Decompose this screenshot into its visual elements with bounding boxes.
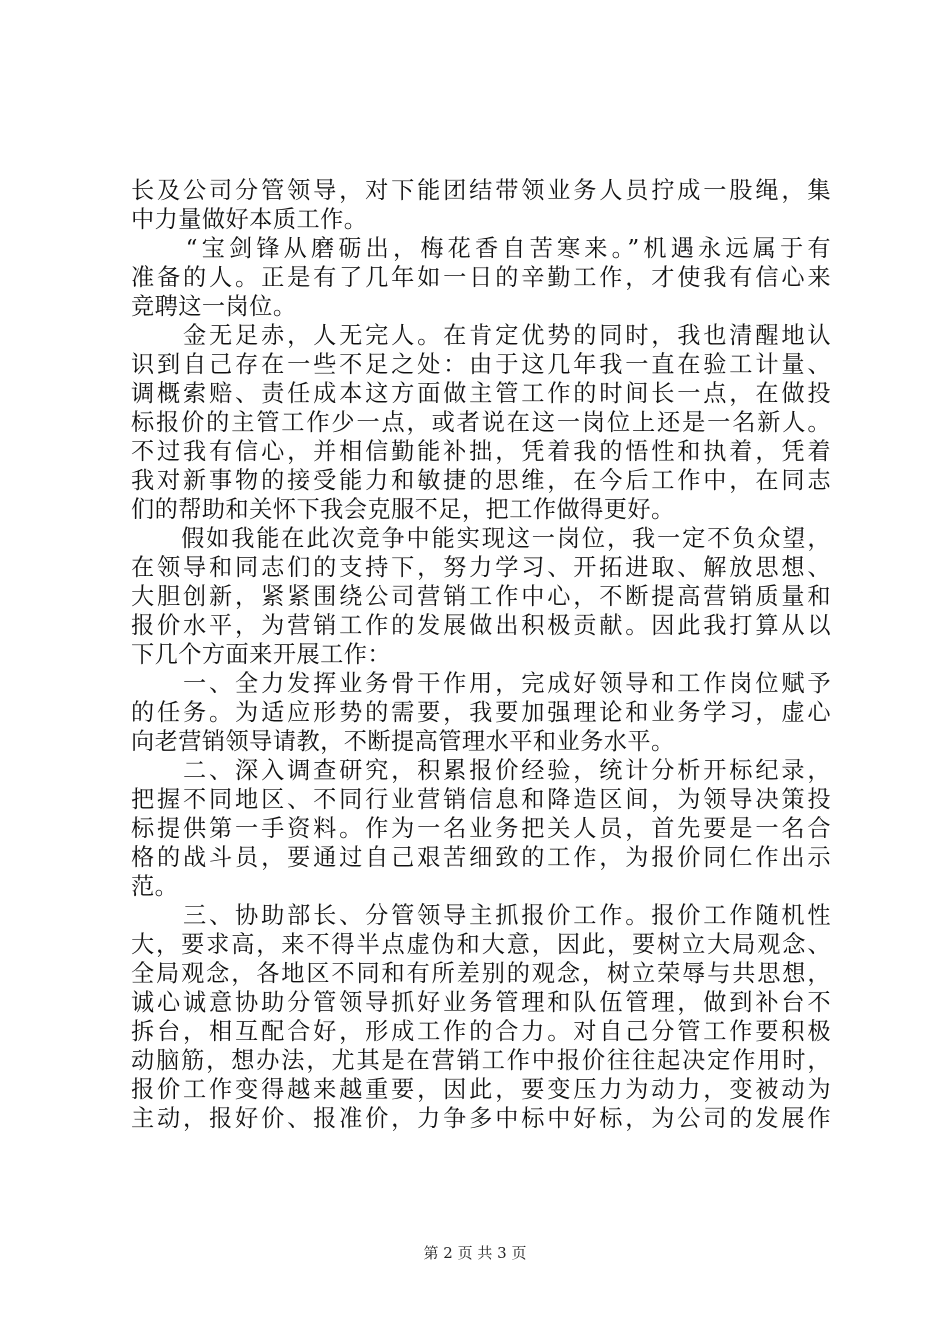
text-line: 调概索赔、责任成本这方面做主管工作的时间长一点，在做投 xyxy=(131,380,831,407)
text-line: 大胆创新，紧紧围绕公司营销工作中心，不断提高营销质量和 xyxy=(131,583,831,610)
text-line: 诚心诚意协助分管领导抓好业务管理和队伍管理，做到补台不 xyxy=(131,989,831,1016)
text-line: 标报价的主管工作少一点，或者说在这一岗位上还是一名新人。 xyxy=(131,409,831,436)
text-line: 下几个方面来开展工作： xyxy=(131,641,392,668)
text-line: 不过我有信心，并相信勤能补拙，凭着我的悟性和执着，凭着 xyxy=(131,438,831,465)
text-line: 范。 xyxy=(131,873,179,900)
text-line: 主动，报好价、报准价，力争多中标中好标，为公司的发展作 xyxy=(131,1105,831,1132)
text-line: 报价水平，为营销工作的发展做出积极贡献。因此我打算从以 xyxy=(131,612,831,639)
text-line: “宝剑锋从磨砺出，梅花香自苦寒来。”机遇永远属于有 xyxy=(131,235,831,262)
text-line: 全局观念，各地区不同和有所差别的观念，树立荣辱与共思想， xyxy=(131,960,831,987)
text-line: 动脑筋，想办法，尤其是在营销工作中报价往往起决定作用时， xyxy=(131,1047,831,1074)
text-line: 竞聘这一岗位。 xyxy=(131,293,297,320)
text-line: 格的战斗员，要通过自己艰苦细致的工作，为报价同仁作出示 xyxy=(131,844,831,871)
text-line: 向老营销领导请教，不断提高管理水平和业务水平。 xyxy=(131,728,675,755)
text-line: 我对新事物的接受能力和敏捷的思维，在今后工作中，在同志 xyxy=(131,467,831,494)
text-line: 准备的人。正是有了几年如一日的辛勤工作，才使我有信心来 xyxy=(131,264,831,291)
text-line: 们的帮助和关怀下我会克服不足，把工作做得更好。 xyxy=(131,496,675,523)
page-footer: 第 2 页 共 3 页 xyxy=(423,1244,527,1262)
text-line: 识到自己存在一些不足之处：由于这几年我一直在验工计量、 xyxy=(131,351,831,378)
text-line: 标提供第一手资料。作为一名业务把关人员，首先要是一名合 xyxy=(131,815,831,842)
text-line: 拆台，相互配合好，形成工作的合力。对自己分管工作要积极 xyxy=(131,1018,831,1045)
text-line: 金无足赤，人无完人。在肯定优势的同时，我也清醒地认 xyxy=(131,322,831,349)
text-line: 假如我能在此次竞争中能实现这一岗位，我一定不负众望， xyxy=(131,525,831,552)
text-line: 把握不同地区、不同行业营销信息和降造区间，为领导决策投 xyxy=(131,786,831,813)
text-line: 大，要求高，来不得半点虚伪和大意，因此，要树立大局观念、 xyxy=(131,931,831,958)
text-line: 二、深入调查研究，积累报价经验，统计分析开标纪录， xyxy=(131,757,831,784)
text-line: 在领导和同志们的支持下，努力学习、开拓进取、解放思想、 xyxy=(131,554,831,581)
text-line: 报价工作变得越来越重要，因此，要变压力为动力，变被动为 xyxy=(131,1076,831,1103)
text-line: 长及公司分管领导，对下能团结带领业务人员拧成一股绳，集 xyxy=(131,177,831,204)
text-line: 一、全力发挥业务骨干作用，完成好领导和工作岗位赋予 xyxy=(131,670,831,697)
text-line: 的任务。为适应形势的需要，我要加强理论和业务学习，虚心 xyxy=(131,699,831,726)
text-line: 三、协助部长、分管领导主抓报价工作。报价工作随机性 xyxy=(131,902,831,929)
text-line: 中力量做好本质工作。 xyxy=(131,206,368,233)
document-body xyxy=(131,176,831,1133)
